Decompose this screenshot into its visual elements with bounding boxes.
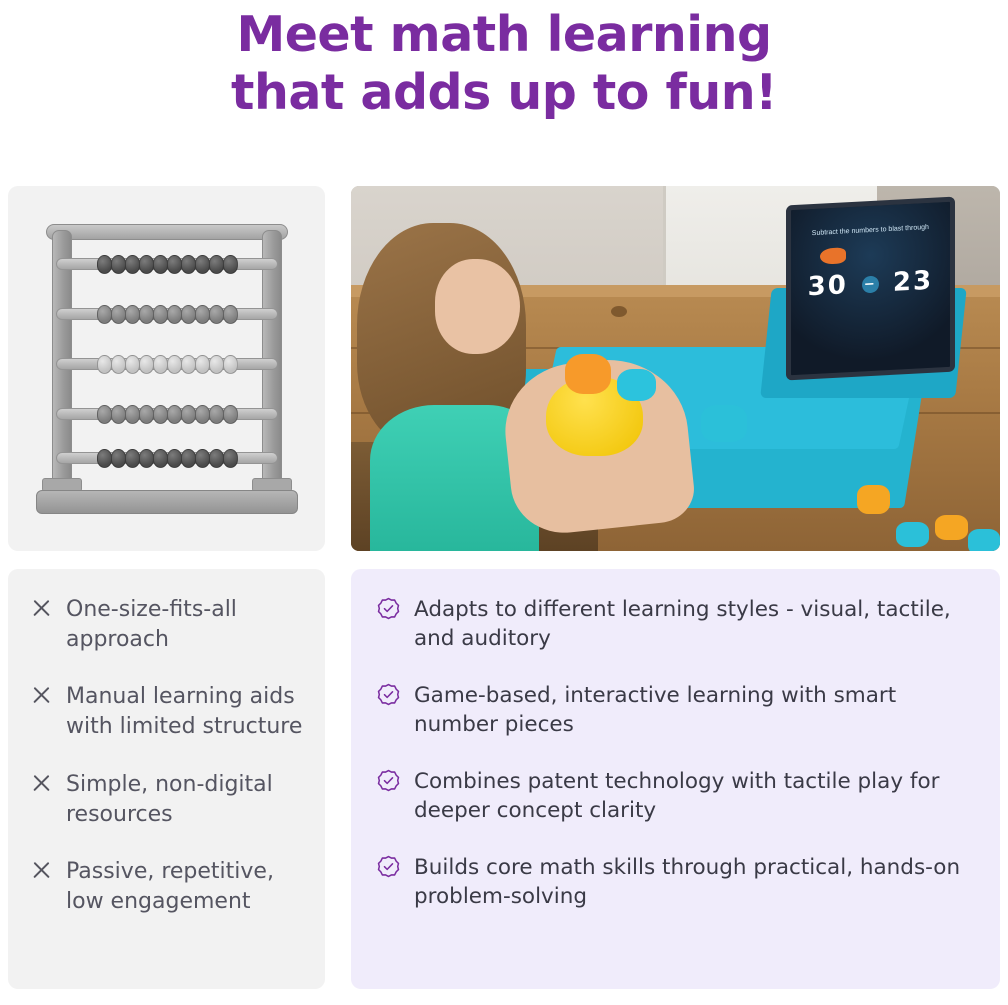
- abacus-rod: [56, 308, 278, 320]
- list-item: Adapts to different learning styles - visual, tactile, and auditory: [377, 595, 978, 654]
- check-circle-icon: [377, 769, 400, 792]
- abacus-rod: [56, 452, 278, 464]
- pros-list: [351, 569, 1000, 989]
- list-item: Game-based, interactive learning with smart number pieces: [377, 681, 978, 740]
- x-icon: [30, 684, 52, 706]
- check-circle-icon: [377, 597, 400, 620]
- photo-number-piece: [935, 515, 967, 541]
- check-circle-icon: [377, 855, 400, 878]
- tablet-number-left: 30: [807, 269, 848, 302]
- headline-line-2: that adds up to fun!: [231, 63, 777, 121]
- abacus-rod: [56, 358, 278, 370]
- abacus-rod: [56, 408, 278, 420]
- list-item: Combines patent technology with tactile play for deeper concept clarity: [377, 767, 978, 826]
- photo-tablet: [786, 196, 955, 380]
- photo-child-face: [435, 259, 519, 354]
- tablet-number-right: 23: [892, 265, 933, 298]
- check-circle-icon: [377, 683, 400, 706]
- x-icon: [30, 859, 52, 881]
- page-title: [0, 0, 1008, 122]
- list-item: Simple, non-digital resources: [30, 770, 307, 830]
- abacus-illustration: [36, 224, 298, 514]
- list-item: Manual learning aids with limited structure: [30, 682, 307, 742]
- comparison-section: [8, 186, 1000, 989]
- photo-number-piece: [857, 485, 889, 514]
- product-photo: [351, 186, 1000, 551]
- cons-list: [8, 569, 325, 989]
- x-icon: [30, 772, 52, 794]
- photo-number-piece: [968, 529, 1000, 551]
- list-item: Passive, repetitive, low engagement: [30, 857, 307, 917]
- abacus-top-bar: [46, 224, 288, 240]
- abacus-image-card: [8, 186, 325, 551]
- photo-number-piece: [896, 522, 928, 548]
- tablet-prompt: Subtract the numbers to blast through: [811, 223, 929, 237]
- photo-number-piece: [701, 405, 746, 442]
- abacus-base: [36, 490, 298, 514]
- abacus-rod: [56, 258, 278, 270]
- minus-icon: −: [862, 275, 879, 293]
- lists-row: [8, 551, 1000, 989]
- list-item: One-size-fits-all approach: [30, 595, 307, 655]
- x-icon: [30, 597, 52, 619]
- headline-line-1: Meet math learning: [236, 6, 772, 63]
- list-item: Builds core math skills through practical, hands-on problem-solving: [377, 853, 978, 912]
- media-row: [8, 186, 1000, 551]
